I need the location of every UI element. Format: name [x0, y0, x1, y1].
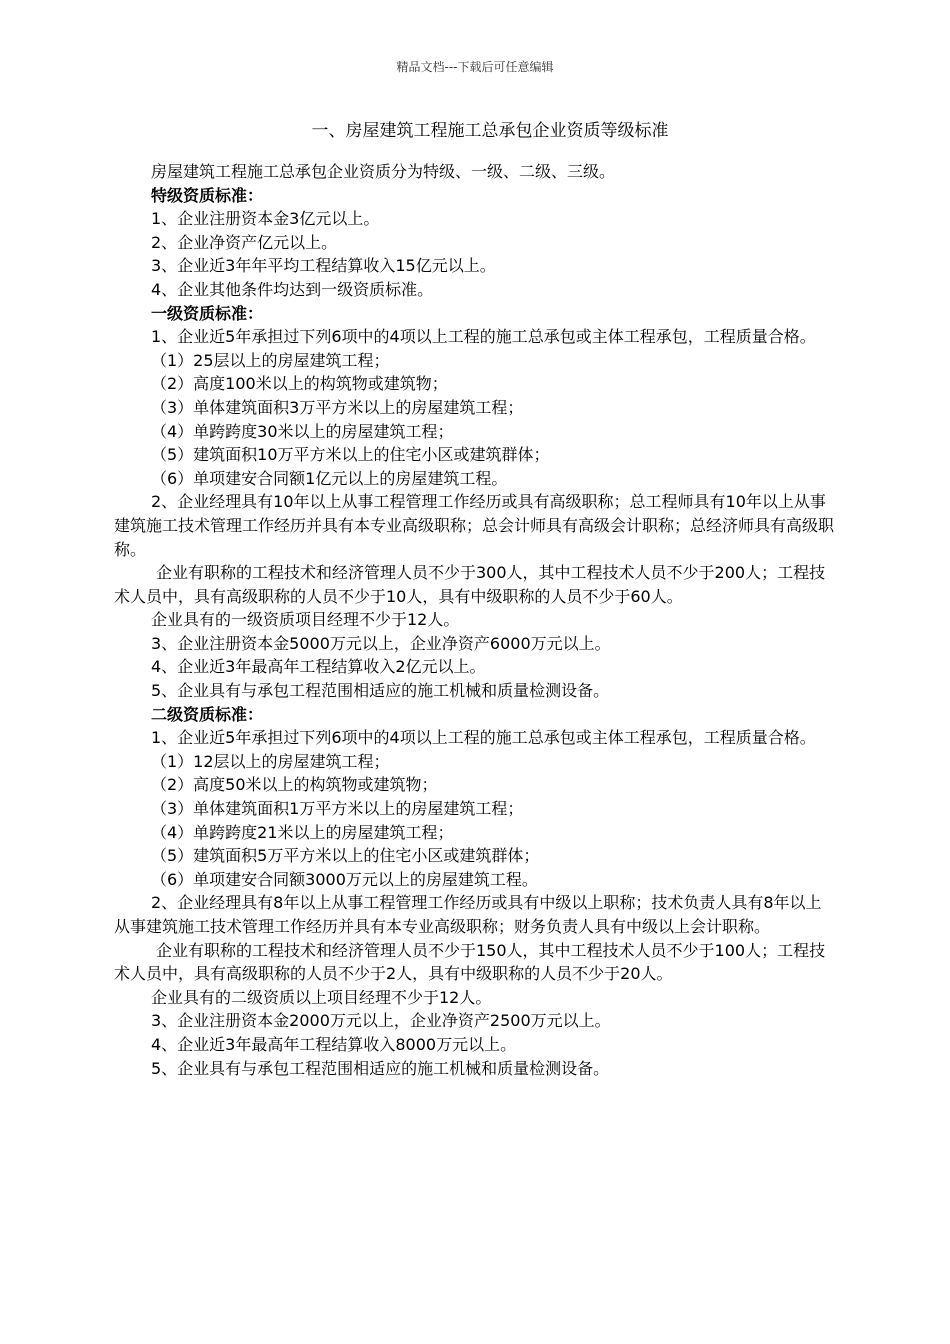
level2-item-1: 1、企业近5年承担过下列6项中的4项以上工程的施工总承包或主体工程承包，工程质量合格。: [151, 728, 816, 748]
level1-item-4: 4、企业近3年最高年工程结算收入2亿元以上。: [151, 657, 486, 677]
level1-staff-paragraph: 企业有职称的工程技术和经济管理人员不少于300人，其中工程技术人员不少于200人；工程技术人员中，具有高级职称的人员不少于10人，具有中级职称的人员不少于60人。: [114, 563, 826, 606]
level2-sub-item: （6）单项建安合同额3000万元以上的房屋建筑工程。: [151, 869, 538, 889]
special-item: 1、企业注册资本金3亿元以上。: [151, 209, 380, 229]
special-item: 4、企业其他条件均达到一级资质标准。: [151, 279, 434, 299]
level1-sub-item: （2）高度100米以上的构筑物或建筑物；: [151, 374, 448, 394]
level2-managers: 企业具有的二级资质以上项目经理不少于12人。: [151, 987, 492, 1007]
document-body: [114, 160, 836, 1080]
header-note: 精品文档---下载后可任意编辑: [396, 60, 554, 74]
level1-item-1: 1、企业近5年承担过下列6项中的4项以上工程的施工总承包或主体工程承包，工程质量合格。: [151, 327, 816, 347]
level2-item-5: 5、企业具有与承包工程范围相适应的施工机械和质量检测设备。: [151, 1058, 610, 1078]
level2-item-2: 2、企业经理具有8年以上从事工程管理工作经历或具有中级以上职称；技术负责人具有8年以上从事建筑施工技术管理工作经历并具有本专业高级职称；财务负责人具有中级以上会计职称。: [114, 893, 822, 936]
level1-sub-item: （3）单体建筑面积3万平方米以上的房屋建筑工程；: [151, 397, 524, 417]
level2-item-4: 4、企业近3年最高年工程结算收入8000万元以上。: [151, 1034, 517, 1054]
document-title: 一、房屋建筑工程施工总承包企业资质等级标准: [311, 121, 669, 141]
level2-item-3: 3、企业注册资本金2000万元以上，企业净资产2500万元以上。: [151, 1011, 611, 1031]
level1-item-3: 3、企业注册资本金5000万元以上，企业净资产6000万元以上。: [151, 633, 611, 653]
level1-heading: 一级资质标准：: [151, 303, 264, 323]
special-item: 3、企业近3年年平均工程结算收入15亿元以上。: [151, 256, 496, 276]
level1-item-2: 2、企业经理具有10年以上从事工程管理工作经历或具有高级职称；总工程师具有10年以上从事建筑施工技术管理工作经历并具有本专业高级职称；总会计师具有高级会计职称；总经济师具有高级职称。: [114, 492, 835, 559]
special-item: 2、企业净资产亿元以上。: [151, 232, 338, 252]
level1-sub-item: （4）单跨跨度30米以上的房屋建筑工程；: [151, 421, 454, 441]
level1-sub-item: （6）单项建安合同额1亿元以上的房屋建筑工程。: [151, 468, 508, 488]
level1-item-5: 5、企业具有与承包工程范围相适应的施工机械和质量检测设备。: [151, 681, 610, 701]
level2-heading: 二级资质标准：: [151, 704, 264, 724]
level2-sub-item: （1）12层以上的房屋建筑工程；: [151, 751, 390, 771]
level1-sub-item: （1）25层以上的房屋建筑工程；: [151, 350, 390, 370]
level1-sub-item: （5）建筑面积10万平方米以上的住宅小区或建筑群体；: [151, 445, 550, 465]
level2-sub-item: （3）单体建筑面积1万平方米以上的房屋建筑工程；: [151, 799, 524, 819]
level1-managers: 企业具有的一级资质项目经理不少于12人。: [151, 610, 460, 630]
level2-sub-item: （5）建筑面积5万平方米以上的住宅小区或建筑群体；: [151, 846, 540, 866]
intro-paragraph: 房屋建筑工程施工总承包企业资质分为特级、一级、二级、三级。: [151, 162, 616, 181]
level2-sub-item: （4）单跨跨度21米以上的房屋建筑工程；: [151, 822, 454, 842]
level2-staff-paragraph: 企业有职称的工程技术和经济管理人员不少于150人，其中工程技术人员不少于100人；工程技术人员中，具有高级职称的人员不少于2人，具有中级职称的人员不少于20人。: [114, 940, 826, 984]
level2-sub-item: （2）高度50米以上的构筑物或建筑物；: [151, 775, 438, 795]
special-grade-heading: 特级资质标准：: [151, 185, 264, 205]
